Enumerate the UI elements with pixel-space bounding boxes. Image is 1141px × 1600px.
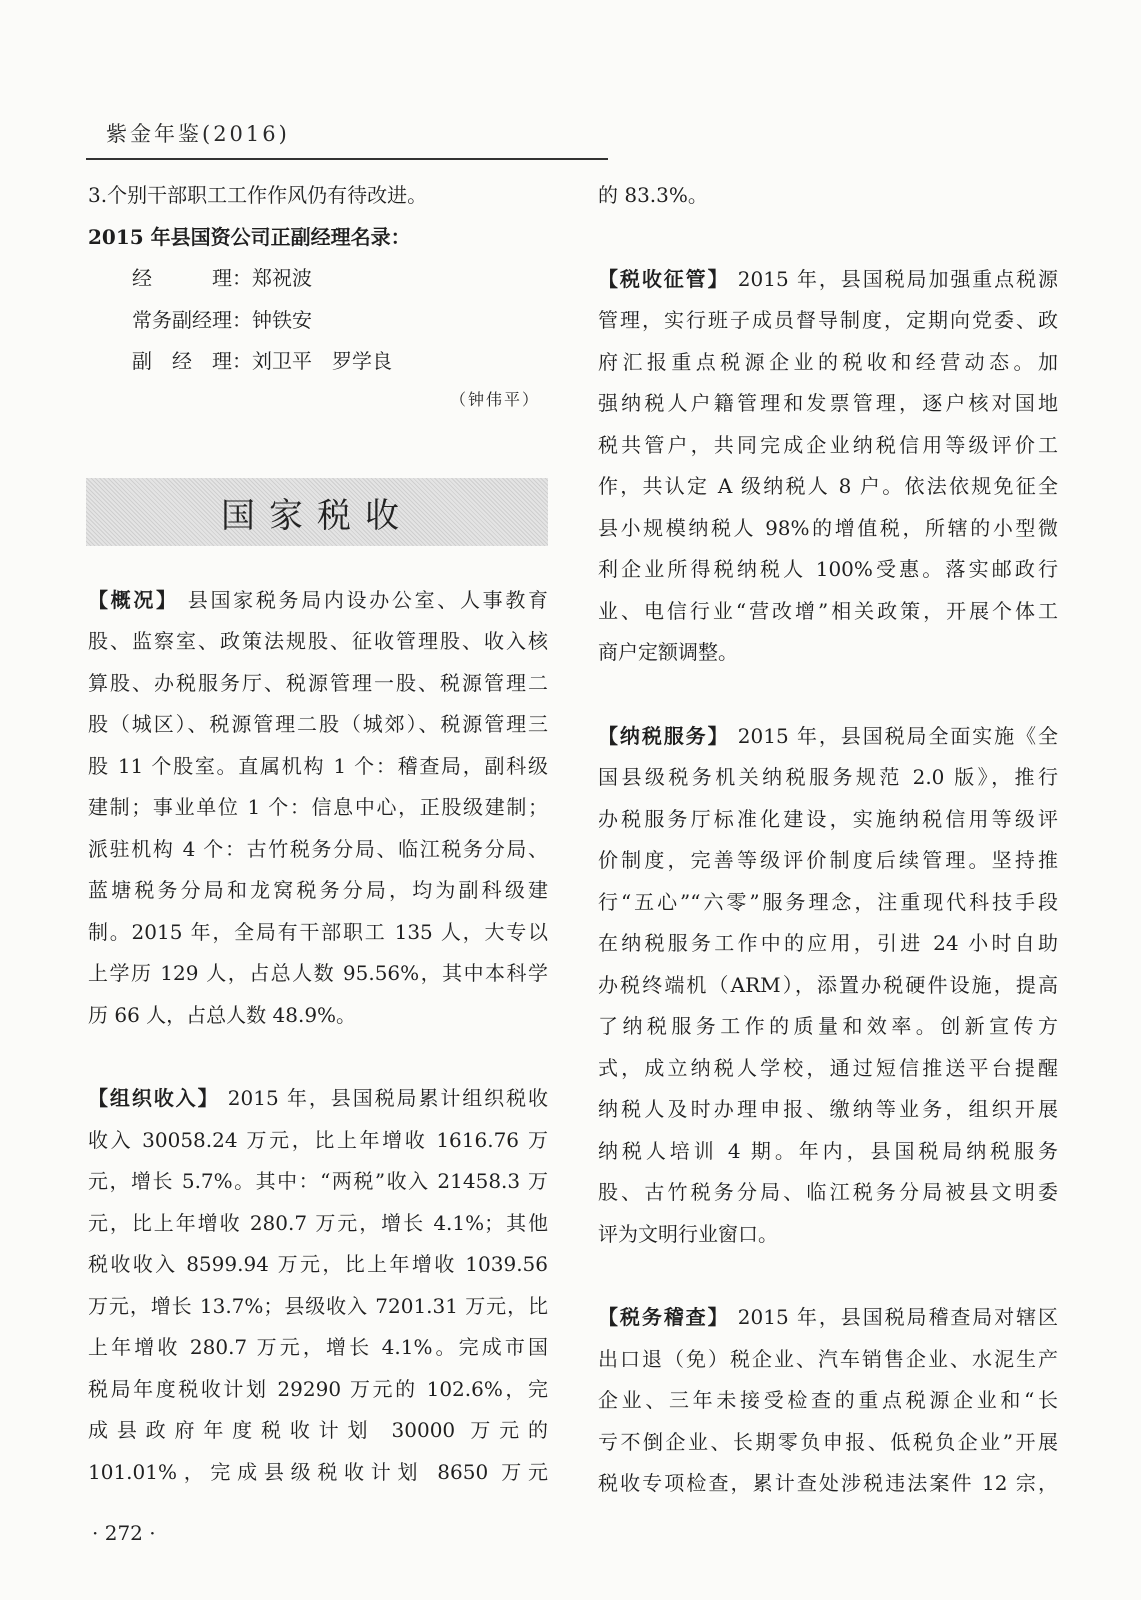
paragraph-line: 业、电信行业“营改增”相关政策，开展个体工	[598, 598, 1058, 623]
paragraph-line: 蓝塘税务分局和龙窝税务分局，均为副科级建	[88, 878, 548, 902]
service-paragraph	[598, 716, 1058, 1256]
header-divider	[86, 158, 608, 160]
paragraph-line: 强纳税人户籍管理和发票管理，逐户核对国地	[598, 391, 1058, 415]
yearbook-header-title: 紫金年鉴(2016)	[106, 122, 290, 146]
paragraph-line: 亏不倒企业、长期零负申报、低税负企业”开展	[598, 1429, 1058, 1454]
roster-title: 2015 年县国资公司正副经理名录：	[88, 224, 411, 249]
paragraph-line: 企业、三年未接受检查的重点税源企业和“长	[598, 1388, 1058, 1412]
paragraph-line: 历 66 人，占总人数 48.9%。	[88, 1002, 357, 1027]
paragraph-line: 县小规模纳税人 98%的增值税，所辖的小型微	[598, 515, 1058, 540]
revenue-paragraph	[88, 1078, 548, 1493]
paragraph-gap	[598, 1255, 1058, 1297]
paragraph-line: 2015 年，县国税局加强重点税源	[737, 266, 1059, 291]
paragraph-line: 派驻机构 4 个：古竹税务分局、临江税务分局、	[88, 836, 548, 861]
paragraph-line: 上学历 129 人，占总人数 95.56%，其中本科学	[88, 961, 548, 985]
roster-item: 经 理：郑祝波	[132, 266, 312, 290]
paragraph-line: 2015 年，县国税局全面实施《全	[737, 723, 1059, 748]
inspection-tag: 【税务稽查】	[598, 1305, 730, 1329]
overview-paragraph	[88, 580, 548, 1037]
author-signature: （钟伟平）	[449, 389, 540, 409]
collection-paragraph	[598, 259, 1058, 674]
paragraph-line: 建制；事业单位 1 个：信息中心，正股级建制；	[88, 795, 548, 819]
paragraph-line: 101.01%，完成县级税收计划 8650 万元	[88, 1459, 548, 1484]
paragraph-line: 元，增长 5.7%。其中：“两税”收入 21458.3 万	[88, 1169, 548, 1193]
revenue-tag: 【组织收入】	[88, 1086, 220, 1110]
paragraph-line: 税收专项检查，累计查处涉税违法案件 12 宗，	[598, 1471, 1058, 1495]
left-column	[88, 175, 548, 1493]
section-title: 国家税收	[221, 495, 413, 536]
paragraph-line: 股、古竹税务分局、临江税务分局被县文明委	[598, 1180, 1058, 1204]
section-title-banner	[86, 478, 548, 546]
paragraph-line: 股（城区）、税源管理二股（城郊）、税源管理三	[88, 712, 548, 736]
paragraph-line: 算股、办税服务厅、税源管理一股、税源管理二	[88, 670, 548, 695]
paragraph-line: 2015 年，县国税局稽查局对辖区	[737, 1305, 1059, 1329]
paragraph-line: 评为文明行业窗口。	[598, 1221, 778, 1246]
paragraph-line: 利企业所得税纳税人 100%受惠。落实邮政行	[598, 557, 1058, 581]
paragraph-line: 股 11 个股室。直属机构 1 个：稽查局，副科级	[88, 753, 548, 778]
paragraph-gap	[598, 217, 1058, 259]
paragraph-line: 办税终端机（ARM），添置办税硬件设施，提高	[598, 972, 1058, 997]
paragraph-line: 收入 30058.24 万元，比上年增收 1616.76 万	[88, 1127, 548, 1152]
paragraph-line: 了纳税服务工作的质量和效率。创新宣传方	[598, 1014, 1058, 1038]
paragraph-line: 式，成立纳税人学校，通过短信推送平台提醒	[598, 1055, 1058, 1080]
paragraph-line: 出口退（免）税企业、汽车销售企业、水泥生产	[598, 1346, 1058, 1371]
paragraph-line: 元，比上年增收 280.7 万元，增长 4.1%；其他	[88, 1210, 548, 1235]
paragraph-line: 作，共认定 A 级纳税人 8 户。依法依规免征全	[598, 474, 1058, 498]
paragraph-line: 成县政府年度税收计划 30000 万元的	[88, 1418, 548, 1442]
roster-item: 常务副经理：钟铁安	[132, 307, 312, 332]
paragraph-line: 办税服务厅标准化建设，实施纳税信用等级评	[598, 806, 1058, 831]
paragraph-line: 县国家税务局内设办公室、人事教育	[187, 587, 549, 612]
paragraph-line: 制。2015 年，全局有干部职工 135 人，大专以	[88, 919, 548, 944]
paragraph-line: 税局年度税收计划 29290 万元的 102.6%，完	[88, 1376, 548, 1401]
roster-item: 副 经 理：刘卫平 罗学良	[132, 349, 392, 373]
service-tag: 【纳税服务】	[598, 723, 730, 748]
paragraph-line: 2015 年，县国税局累计组织税收	[227, 1086, 549, 1110]
paragraph-line: 在纳税服务工作中的应用，引进 24 小时自助	[598, 931, 1058, 955]
paragraph-line: 管理，实行班子成员督导制度，定期向党委、政	[598, 308, 1058, 332]
paragraph-line: 纳税人培训 4 期。年内，县国税局纳税服务	[598, 1138, 1058, 1163]
paragraph-line: 上年增收 280.7 万元，增长 4.1%。完成市国	[88, 1335, 548, 1359]
paragraph-line: 国县级税务机关纳税服务规范 2.0 版》，推行	[598, 765, 1058, 789]
paragraph-gap	[88, 1036, 548, 1078]
paragraph-line: 纳税人及时办理申报、缴纳等业务，组织开展	[598, 1097, 1058, 1121]
paragraph-line: 税收收入 8599.94 万元，比上年增收 1039.56	[88, 1252, 548, 1276]
paragraph-line: 府汇报重点税源企业的税收和经营动态。加	[598, 349, 1058, 374]
overview-tag: 【概况】	[88, 587, 179, 612]
paragraph-line: 万元，增长 13.7%；县级收入 7201.31 万元，比	[88, 1293, 548, 1318]
paragraph-line: 价制度，完善等级评价制度后续管理。坚持推	[598, 848, 1058, 872]
collection-tag: 【税收征管】	[598, 266, 730, 291]
page-number: · 272 ·	[92, 1521, 156, 1545]
paragraph-line: 商户定额调整。	[598, 640, 738, 664]
inspection-paragraph	[598, 1297, 1058, 1505]
paragraph-gap	[598, 674, 1058, 716]
right-column	[598, 175, 1058, 1505]
intro-line: 3.个别干部职工工作作风仍有待改进。	[88, 183, 428, 207]
paragraph-line: 股、监察室、政策法规股、征收管理股、收入核	[88, 629, 548, 653]
paragraph-line: 税共管户，共同完成企业纳税信用等级评价工	[598, 432, 1058, 457]
paragraph-line: 行“五心”“六零”服务理念，注重现代科技手段	[598, 889, 1058, 914]
continuation-line: 的 83.3%。	[598, 183, 708, 207]
